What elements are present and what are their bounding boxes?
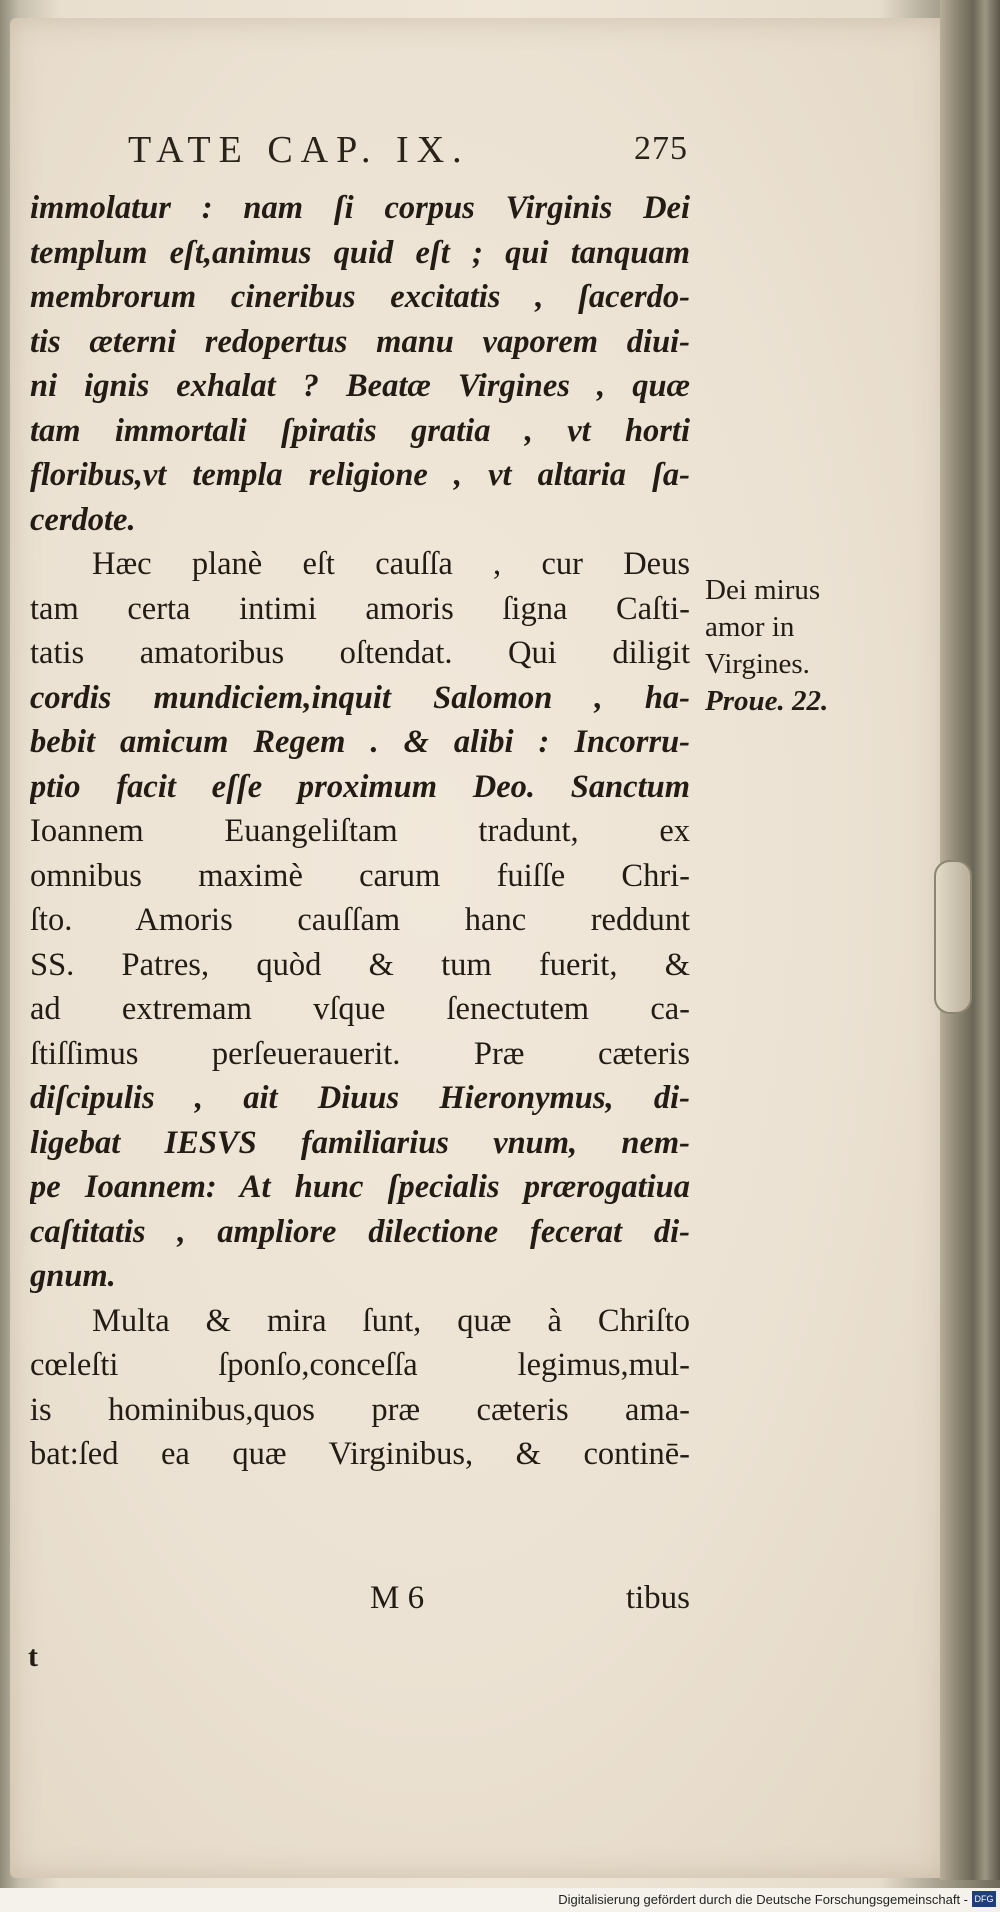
marginal-reference: Proue. 22. — [705, 685, 829, 717]
text-line: bat:ſed ea quæ Virginibus, & continē- — [30, 1436, 690, 1472]
text-line: immolatur : nam ſi corpus Virginis Dei — [30, 190, 690, 226]
text-line: bebit amicum Regem . & alibi : Incorru- — [30, 724, 690, 760]
text-line: templum eſt,animus quid eſt ; qui tanquam — [30, 234, 690, 271]
running-header — [128, 128, 688, 178]
text-line: tatis amatoribus oſtendat. Qui diligit — [30, 635, 690, 671]
text-line: ni ignis exhalat ? Beatæ Virgines , quæ — [30, 368, 690, 404]
signature-mark: M 6 — [370, 1580, 425, 1616]
catchword: tibus — [625, 1580, 690, 1616]
dfg-logo: DFG — [972, 1891, 996, 1907]
marginal-line: amor in — [705, 611, 795, 643]
text-line: caſtitatis , ampliore dilectione fecerat di- — [30, 1213, 690, 1250]
text-line: tam immortali ſpiratis gratia , vt horti — [30, 412, 690, 449]
text-line: ligebat IESVS familiarius vnum, nem- — [30, 1124, 690, 1161]
text-line: tis æterni redopertus manu vaporem diui- — [30, 323, 690, 360]
text-line: membrorum cineribus excitatis , ſacerdo- — [30, 279, 690, 315]
clasp-ornament — [934, 860, 972, 1014]
marginal-line: Dei mirus — [705, 574, 821, 606]
text-line: Ioannem Euangeliſtam tradunt, ex — [30, 813, 690, 849]
stray-mark: t — [28, 1640, 38, 1673]
text-line: cœleſti ſponſo,conceſſa legimus,mul- — [30, 1347, 690, 1383]
marginal-line: Virgines. — [705, 648, 810, 680]
text-line: is hominibus,quos præ cæteris ama- — [30, 1391, 690, 1428]
text-line: ad extremam vſque ſenectutem ca- — [30, 991, 690, 1027]
text-line: tam certa intimi amoris ſigna Caſti- — [30, 590, 690, 627]
text-line: diſcipulis , ait Diuus Hieronymus, di- — [30, 1080, 690, 1116]
text-line: omnibus maximè carum fuiſſe Chri- — [30, 857, 690, 894]
text-line: Multa & mira ſunt, quæ à Chriſto — [92, 1302, 690, 1339]
funding-note: Digitalisierung gefördert durch die Deutsche Forschungsgemeinschaft - — [558, 1892, 968, 1907]
text-line: floribus,vt templa religione , vt altaria ſa- — [30, 457, 690, 493]
page-number: 275 — [634, 130, 688, 167]
text-line: SS. Patres, quòd & tum fuerit, & — [30, 946, 690, 983]
running-title: TATE CAP. IX. — [128, 129, 470, 171]
body-text — [30, 186, 690, 1477]
text-line: ptio facit eſſe proximum Deo. Sanctum — [30, 768, 690, 805]
text-line: cordis mundiciem,inquit Salomon , ha- — [30, 679, 690, 716]
text-line: cerdote. — [30, 501, 136, 538]
text-line: Hæc planè eſt cauſſa , cur Deus — [92, 546, 690, 582]
text-line: ſtiſſimus perſeuerauerit. Præ cæteris — [30, 1035, 690, 1072]
marginal-note — [705, 572, 885, 720]
digitization-footer — [0, 1888, 1000, 1912]
text-line: gnum. — [30, 1258, 116, 1294]
text-line: ſto. Amoris cauſſam hanc reddunt — [30, 902, 690, 938]
text-line: pe Ioannem: At hunc ſpecialis prærogatiua — [30, 1169, 690, 1205]
